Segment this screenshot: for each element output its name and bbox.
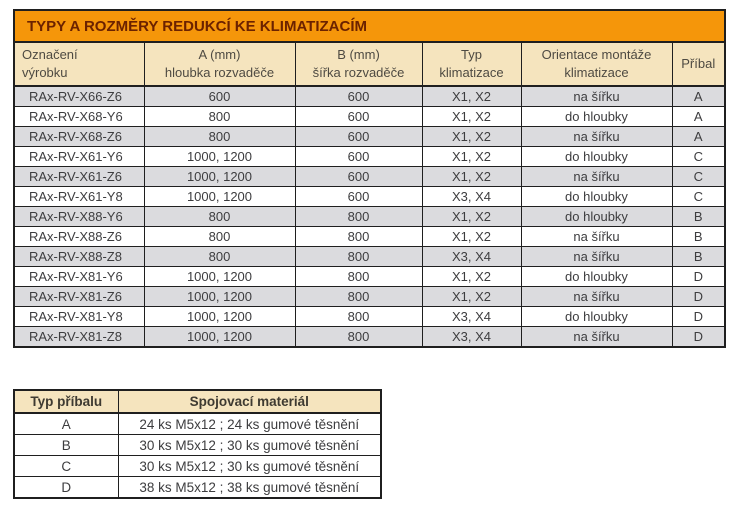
product-code-cell: RAx-RV-X61-Z6 [14, 167, 144, 187]
depth-a-cell: 1000, 1200 [144, 167, 295, 187]
table-row [14, 147, 725, 167]
table-row [14, 127, 725, 147]
orientation-cell: na šířku [521, 227, 672, 247]
ac-type-cell: X1, X2 [422, 227, 521, 247]
ac-type-cell: X1, X2 [422, 267, 521, 287]
depth-a-cell: 600 [144, 86, 295, 107]
table-title-row [14, 10, 725, 42]
width-b-cell: 600 [295, 107, 422, 127]
package-cell: D [672, 267, 725, 287]
orientation-cell: do hloubky [521, 267, 672, 287]
product-code-cell: RAx-RV-X88-Z6 [14, 227, 144, 247]
width-b-cell: 800 [295, 307, 422, 327]
package-cell: A [672, 86, 725, 107]
table-row [14, 107, 725, 127]
ac-type-cell: X3, X4 [422, 187, 521, 207]
table-row [14, 187, 725, 207]
depth-a-cell: 800 [144, 207, 295, 227]
product-code-cell: RAx-RV-X81-Z8 [14, 327, 144, 348]
package-contents-table [13, 389, 382, 499]
table-row [14, 477, 381, 499]
width-b-cell: 600 [295, 167, 422, 187]
product-code-cell: RAx-RV-X66-Z6 [14, 86, 144, 107]
width-b-cell: 800 [295, 327, 422, 348]
depth-a-cell: 1000, 1200 [144, 147, 295, 167]
package-cell: B [672, 227, 725, 247]
table-row [14, 413, 381, 435]
reduction-types-table [13, 9, 726, 348]
package-cell: C [672, 167, 725, 187]
depth-a-cell: 1000, 1200 [144, 327, 295, 348]
width-b-cell: 600 [295, 127, 422, 147]
column-header-orientation: Orientace montáže klimatizace [521, 42, 672, 86]
table-row [14, 456, 381, 477]
product-code-cell: RAx-RV-X61-Y8 [14, 187, 144, 207]
orientation-cell: na šířku [521, 287, 672, 307]
package-cell: B [672, 207, 725, 227]
package-cell: D [672, 327, 725, 348]
table-row [14, 267, 725, 287]
ac-type-cell: X3, X4 [422, 327, 521, 348]
width-b-cell: 800 [295, 267, 422, 287]
product-code-cell: RAx-RV-X88-Y6 [14, 207, 144, 227]
orientation-cell: do hloubky [521, 307, 672, 327]
column-header-joining-material: Spojovací materiál [118, 390, 381, 413]
depth-a-cell: 1000, 1200 [144, 307, 295, 327]
package-cell: D [672, 307, 725, 327]
product-code-cell: RAx-RV-X68-Y6 [14, 107, 144, 127]
orientation-cell: do hloubky [521, 187, 672, 207]
ac-type-cell: X1, X2 [422, 287, 521, 307]
column-header-depth-a: A (mm) hloubka rozvaděče [144, 42, 295, 86]
product-code-cell: RAx-RV-X81-Y6 [14, 267, 144, 287]
width-b-cell: 600 [295, 147, 422, 167]
table-row [14, 327, 725, 348]
package-type-cell: B [14, 435, 118, 456]
package-type-cell: A [14, 413, 118, 435]
orientation-cell: do hloubky [521, 147, 672, 167]
column-header-product-code: Označení výrobku [14, 42, 144, 86]
joining-material-cell: 30 ks M5x12 ; 30 ks gumové těsnění [118, 435, 381, 456]
package-cell: B [672, 247, 725, 267]
package-cell: C [672, 187, 725, 207]
package-cell: C [672, 147, 725, 167]
depth-a-cell: 1000, 1200 [144, 287, 295, 307]
product-code-cell: RAx-RV-X81-Z6 [14, 287, 144, 307]
table-row [14, 207, 725, 227]
depth-a-cell: 800 [144, 107, 295, 127]
depth-a-cell: 1000, 1200 [144, 267, 295, 287]
package-table-body [14, 413, 381, 498]
ac-type-cell: X1, X2 [422, 207, 521, 227]
ac-type-cell: X3, X4 [422, 247, 521, 267]
table-row [14, 247, 725, 267]
ac-type-cell: X1, X2 [422, 127, 521, 147]
width-b-cell: 800 [295, 207, 422, 227]
table-row [14, 287, 725, 307]
column-header-package-type: Typ příbalu [14, 390, 118, 413]
ac-type-cell: X1, X2 [422, 86, 521, 107]
table-row [14, 86, 725, 107]
orientation-cell: do hloubky [521, 207, 672, 227]
product-code-cell: RAx-RV-X81-Y8 [14, 307, 144, 327]
ac-type-cell: X1, X2 [422, 147, 521, 167]
ac-type-cell: X3, X4 [422, 307, 521, 327]
orientation-cell: na šířku [521, 247, 672, 267]
width-b-cell: 600 [295, 86, 422, 107]
depth-a-cell: 1000, 1200 [144, 187, 295, 207]
joining-material-cell: 38 ks M5x12 ; 38 ks gumové těsnění [118, 477, 381, 499]
package-cell: A [672, 107, 725, 127]
package-cell: D [672, 287, 725, 307]
page-title: TYPY A ROZMĚRY REDUKCÍ KE KLIMATIZACÍM [14, 10, 725, 42]
package-type-cell: D [14, 477, 118, 499]
table-row [14, 435, 381, 456]
table-row [14, 307, 725, 327]
product-code-cell: RAx-RV-X68-Z6 [14, 127, 144, 147]
width-b-cell: 600 [295, 187, 422, 207]
width-b-cell: 800 [295, 247, 422, 267]
product-code-cell: RAx-RV-X88-Z8 [14, 247, 144, 267]
table-row [14, 167, 725, 187]
orientation-cell: do hloubky [521, 107, 672, 127]
product-code-cell: RAx-RV-X61-Y6 [14, 147, 144, 167]
column-header-ac-type: Typ klimatizace [422, 42, 521, 86]
depth-a-cell: 800 [144, 127, 295, 147]
width-b-cell: 800 [295, 227, 422, 247]
table-row [14, 227, 725, 247]
orientation-cell: na šířku [521, 127, 672, 147]
column-header-width-b: B (mm) šířka rozvaděče [295, 42, 422, 86]
orientation-cell: na šířku [521, 86, 672, 107]
main-table-body [14, 86, 725, 347]
orientation-cell: na šířku [521, 327, 672, 348]
column-header-package: Příbal [672, 42, 725, 86]
package-cell: A [672, 127, 725, 147]
joining-material-cell: 30 ks M5x12 ; 30 ks gumové těsnění [118, 456, 381, 477]
joining-material-cell: 24 ks M5x12 ; 24 ks gumové těsnění [118, 413, 381, 435]
package-type-cell: C [14, 456, 118, 477]
depth-a-cell: 800 [144, 227, 295, 247]
ac-type-cell: X1, X2 [422, 167, 521, 187]
width-b-cell: 800 [295, 287, 422, 307]
ac-type-cell: X1, X2 [422, 107, 521, 127]
depth-a-cell: 800 [144, 247, 295, 267]
orientation-cell: na šířku [521, 167, 672, 187]
main-header-row [14, 42, 725, 86]
package-header-row [14, 390, 381, 413]
